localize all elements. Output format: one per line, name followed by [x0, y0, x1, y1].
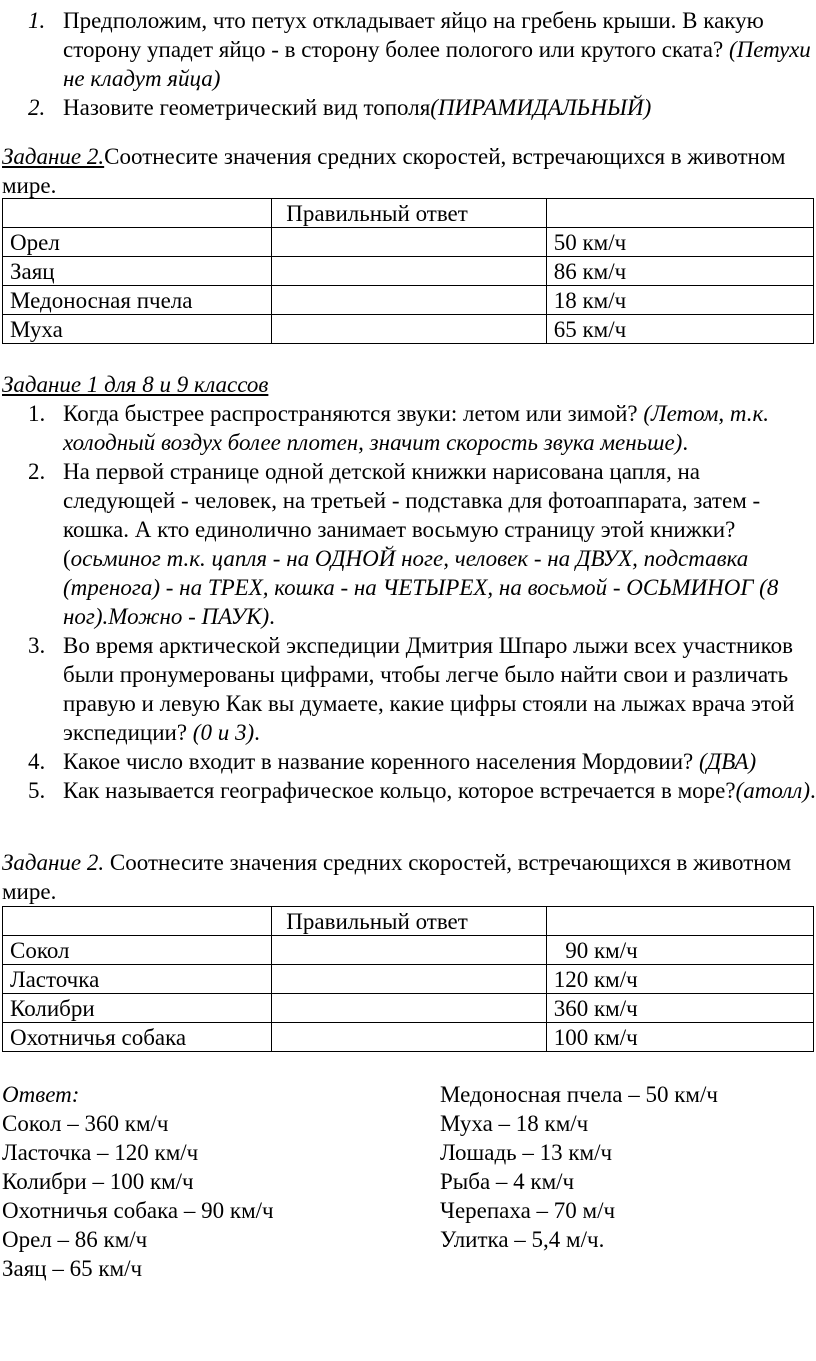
list-item — [0, 747, 816, 776]
list-number: 2. — [28, 95, 46, 120]
question-text: На первой странице одной детской книжки нарисована цапля, на следующей - человек, на третьей - подставка для фотоаппарата, затем - кошка. А кто единолично занимает восьмую страницу этой книжки? ( — [63, 459, 761, 571]
punctuation: . — [269, 604, 275, 629]
answer-cell — [272, 994, 546, 1023]
answer-cell — [272, 228, 546, 257]
table-header-answer: Правильный ответ — [272, 199, 546, 228]
table-row — [3, 286, 814, 315]
table-row — [3, 994, 814, 1023]
question-text: Во время арктической экспедиции Дмитрия Шпаро лыжи всех участников были пронумерованы цифрами, чтобы легче было найти свои и различать правую и левую Как вы думаете, какие цифры стояли на лыжах врача этой экспедиции? — [63, 633, 795, 745]
list-number: 4. — [28, 749, 46, 774]
table-cell — [546, 199, 813, 228]
task-label: Задание 1 для 8 и 9 классов — [2, 372, 269, 397]
list-item — [0, 776, 816, 805]
speed-cell: 100 км/ч — [546, 1023, 813, 1052]
answer-line: Сокол – 360 км/ч — [2, 1111, 169, 1136]
task1-heading — [2, 370, 814, 399]
list-number: 5. — [28, 778, 46, 803]
question-text: Как называется географическое кольцо, которое встречается в море? — [63, 778, 736, 803]
answer-text: (атолл) — [735, 778, 810, 803]
speed-cell: 18 км/ч — [546, 286, 813, 315]
table-cell — [546, 907, 813, 936]
answer-cell — [272, 257, 546, 286]
answer-line: Муха – 18 км/ч — [440, 1111, 589, 1136]
answers-left-column — [2, 1080, 274, 1283]
table-header-row — [3, 199, 814, 228]
speed-cell: 360 км/ч — [546, 994, 813, 1023]
speed-cell: 50 км/ч — [546, 228, 813, 257]
task1-question-list — [0, 399, 816, 805]
speed-cell: 86 км/ч — [546, 257, 813, 286]
task-text: Соотнесите значения средних скоростей, встречающихся в животном мире. — [2, 850, 792, 904]
table-row — [3, 1023, 814, 1052]
punctuation: . — [810, 778, 816, 803]
animal-cell: Ласточка — [3, 965, 272, 994]
answer-text: (ПИРАМИДАЛЬНЫЙ) — [430, 95, 652, 120]
list-item — [0, 457, 816, 631]
task2b-heading — [2, 848, 814, 906]
animal-cell: Сокол — [3, 936, 272, 965]
task-text: Соотнесите значения средних скоростей, встречающихся в животном мире. — [2, 144, 786, 198]
answer-cell — [272, 965, 546, 994]
animal-cell: Муха — [3, 315, 272, 344]
answer-line: Рыба – 4 км/ч — [440, 1169, 575, 1194]
table-row — [3, 965, 814, 994]
answer-line: Лошадь – 13 км/ч — [440, 1140, 613, 1165]
table-row — [3, 936, 814, 965]
speed-cell: 65 км/ч — [546, 315, 813, 344]
question-text: Какое число входит в название коренного населения Мордовии? — [63, 749, 699, 774]
animal-cell: Колибри — [3, 994, 272, 1023]
answer-line: Заяц – 65 км/ч — [2, 1256, 143, 1281]
top-question-list — [0, 6, 816, 122]
animal-cell: Медоносная пчела — [3, 286, 272, 315]
list-item — [0, 399, 816, 457]
task-label: Задание 2. — [2, 850, 105, 875]
speed-table-1 — [2, 198, 814, 344]
answer-cell — [272, 315, 546, 344]
answers-label: Ответ: — [2, 1082, 80, 1107]
list-item — [0, 6, 816, 93]
answer-text: осьминог т.к. цапля - на ОДНОЙ ноге, человек - на ДВУХ, подставка (тренога) - на ТРЕХ, кошка - на ЧЕТЫРЕХ, на восьмой - ОСЬМИНОГ (8 ног).Можно - ПАУК) — [63, 546, 779, 629]
animal-cell: Орел — [3, 228, 272, 257]
answer-line: Колибри – 100 км/ч — [2, 1169, 194, 1194]
answer-line: Улитка – 5,4 м/ч. — [440, 1227, 605, 1252]
list-item — [0, 93, 816, 122]
table-row — [3, 228, 814, 257]
speed-cell: 120 км/ч — [546, 965, 813, 994]
question-text: Когда быстрее распространяются звуки: летом или зимой? — [63, 401, 644, 426]
answer-text: (ДВА) — [699, 749, 757, 774]
answers-right-column — [440, 1080, 718, 1254]
punctuation: . — [254, 720, 260, 745]
answer-line: Охотничья собака – 90 км/ч — [2, 1198, 274, 1223]
answer-text: (0 и 3) — [192, 720, 255, 745]
answer-cell — [272, 936, 546, 965]
answer-line: Черепаха – 70 м/ч — [440, 1198, 616, 1223]
table-cell — [3, 907, 272, 936]
table-header-row — [3, 907, 814, 936]
punctuation: . — [682, 430, 689, 455]
list-number: 1. — [28, 401, 46, 426]
answer-line: Медоносная пчела – 50 км/ч — [440, 1082, 718, 1107]
question-text: Назовите геометрический вид тополя — [63, 95, 431, 120]
list-number: 1. — [28, 8, 46, 33]
answer-line: Орел – 86 км/ч — [2, 1227, 148, 1252]
table-row — [3, 257, 814, 286]
answer-cell — [272, 286, 546, 315]
list-number: 3. — [28, 633, 46, 658]
question-text: Предположим, что петух откладывает яйцо на гребень крыши. В какую сторону упадет яйцо - в сторону более пологого или крутого ската? — [63, 8, 764, 62]
list-item — [0, 631, 816, 747]
table-cell — [3, 199, 272, 228]
list-number: 2. — [28, 459, 46, 484]
speed-table-2 — [2, 906, 814, 1052]
animal-cell: Охотничья собака — [3, 1023, 272, 1052]
table-header-answer: Правильный ответ — [272, 907, 546, 936]
answer-cell — [272, 1023, 546, 1052]
speed-cell: 90 км/ч — [546, 936, 813, 965]
answer-text: (Летом, т.к. холодный воздух более плотен, значит скорость звука меньше) — [63, 401, 770, 455]
animal-cell: Заяц — [3, 257, 272, 286]
task-label: Задание 2. — [2, 144, 105, 169]
table-row — [3, 315, 814, 344]
answer-line: Ласточка – 120 км/ч — [2, 1140, 199, 1165]
answer-text: (Петухи не кладут яйца) — [63, 37, 811, 91]
task2a-heading — [2, 142, 814, 200]
